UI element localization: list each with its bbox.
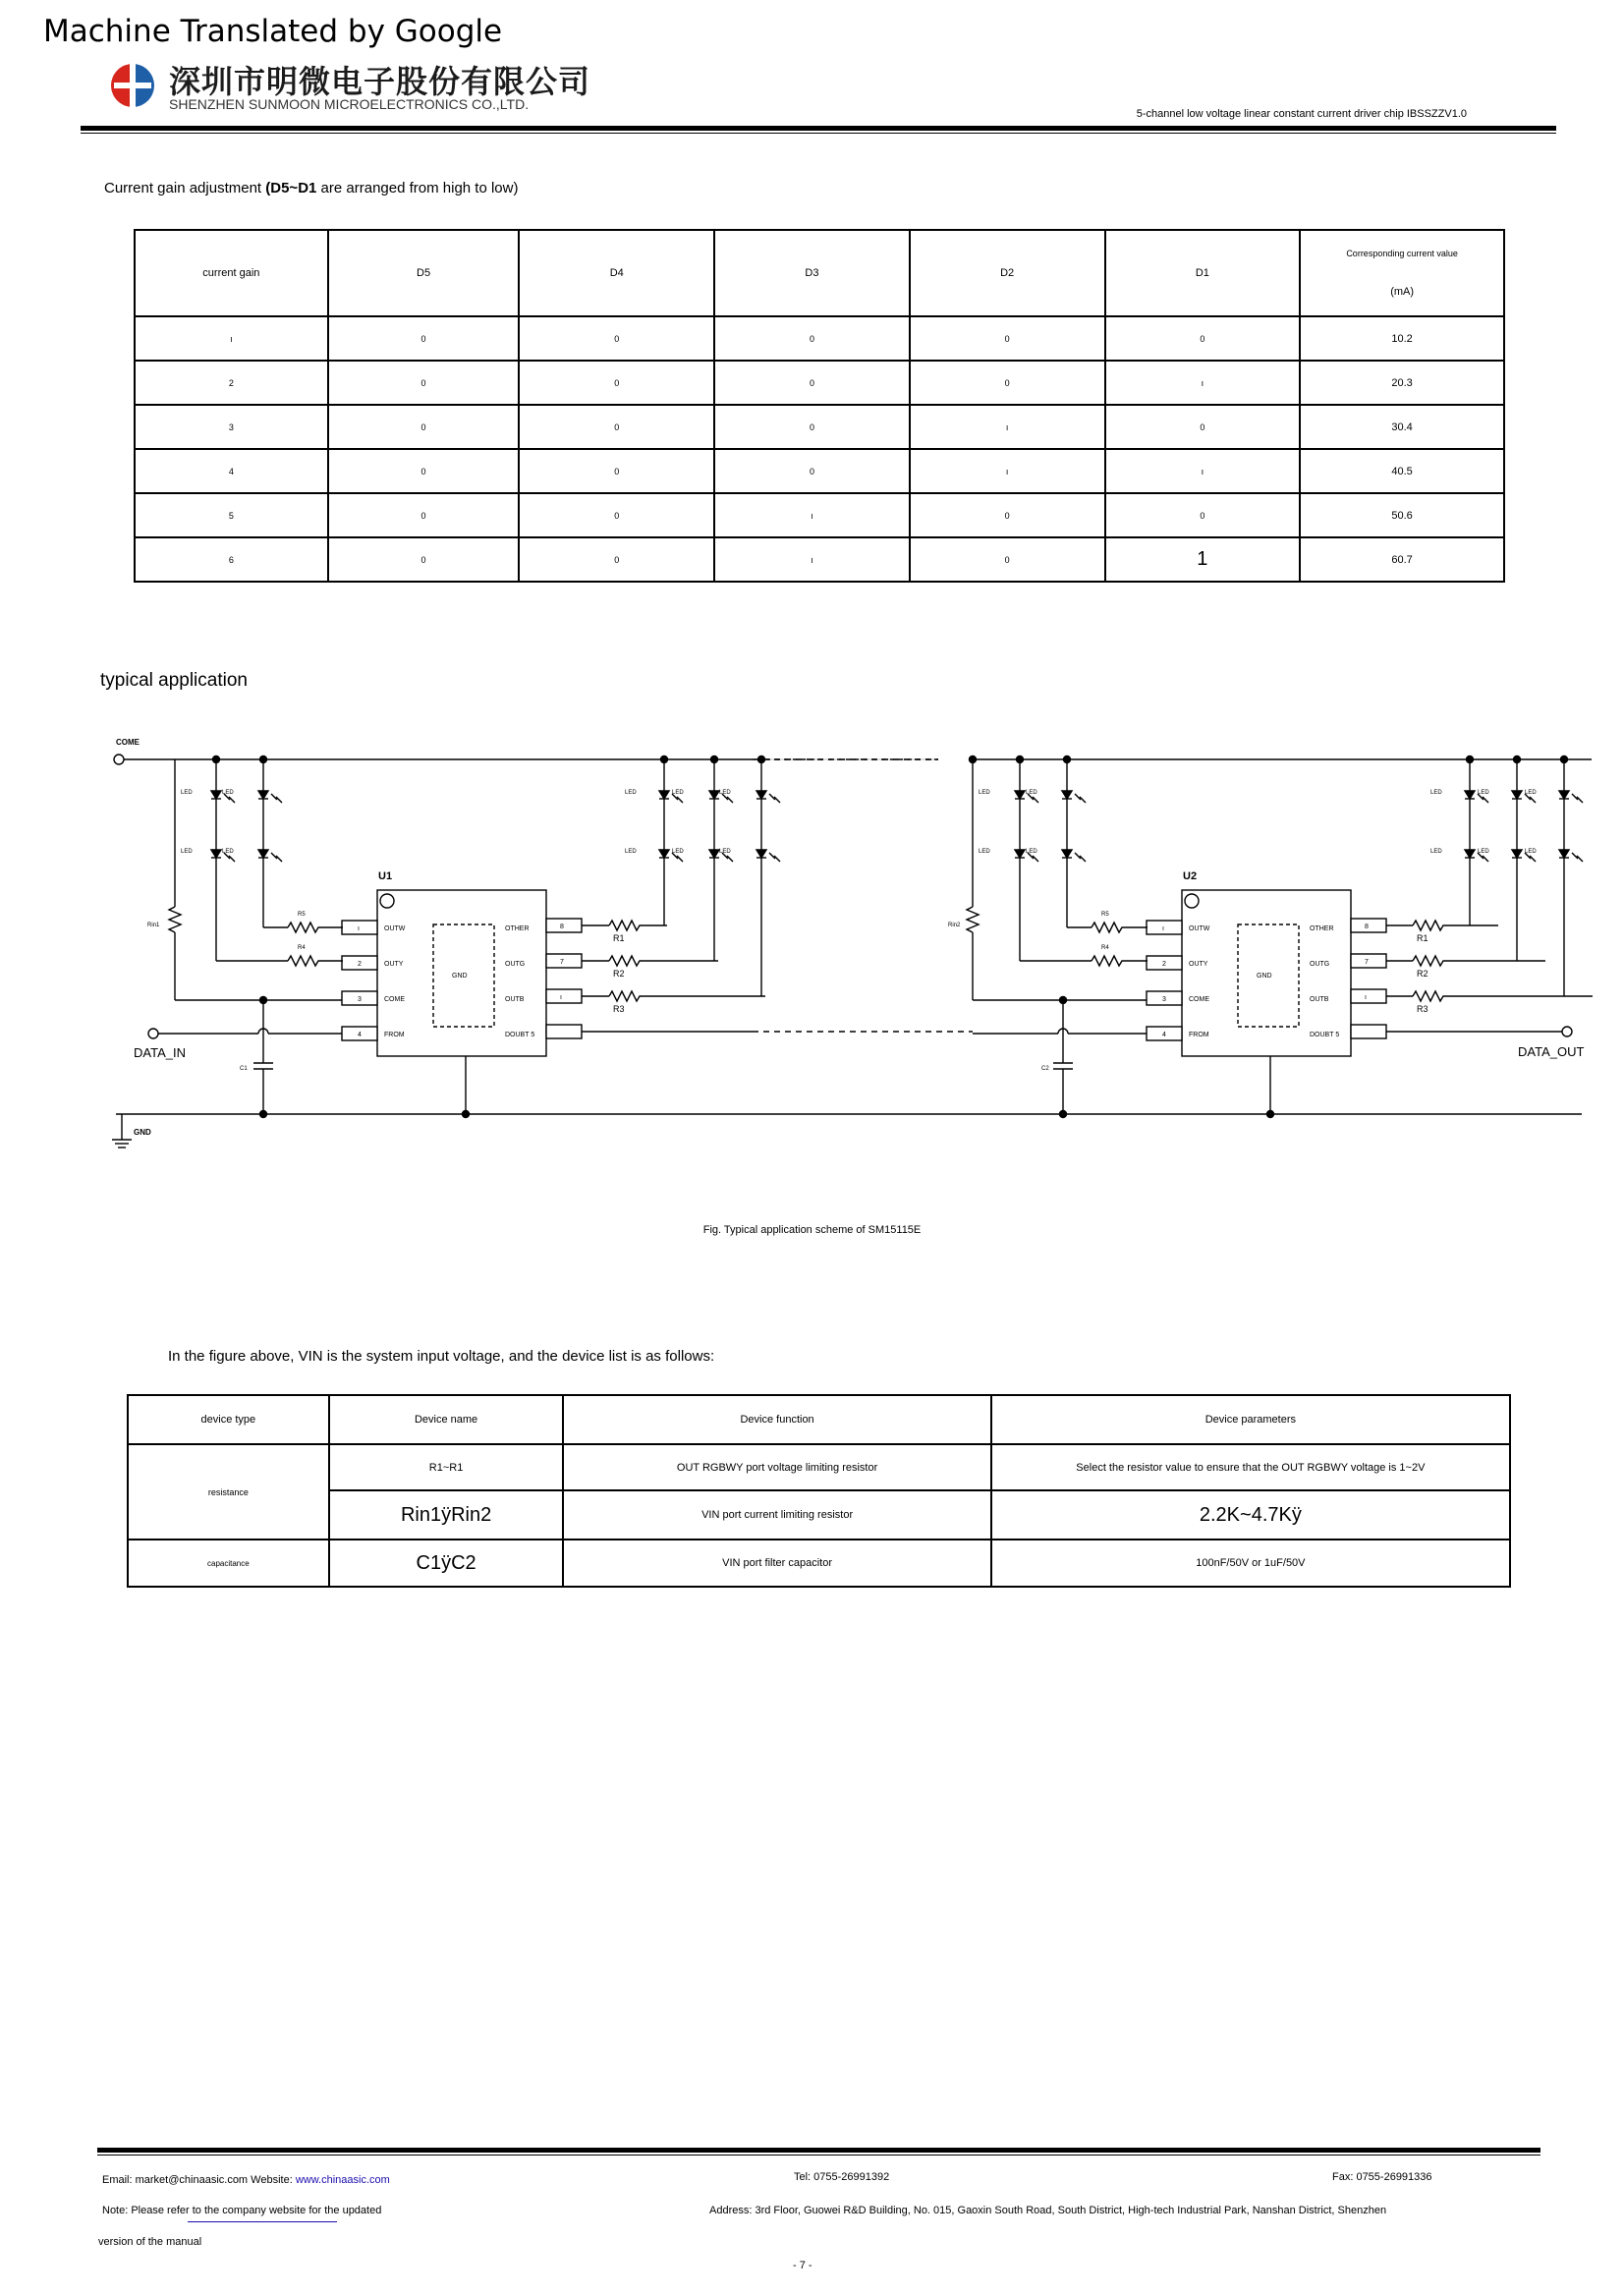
led-label: LED (979, 849, 990, 855)
svg-text:2: 2 (358, 961, 362, 968)
led-diode-icon (709, 850, 719, 858)
svg-text:2: 2 (1162, 961, 1166, 968)
note-underline (188, 2221, 337, 2222)
figure-caption: Fig. Typical application scheme of SM15115E (702, 1224, 922, 1236)
website-link[interactable]: www.chinaasic.com (295, 2174, 390, 2186)
junction-dot (758, 756, 765, 763)
footer-note-cont: version of the manual (98, 2236, 202, 2248)
intro-text: In the figure above, VIN is the system input voltage, and the device list is as follows: (168, 1348, 715, 1365)
junction-dot (970, 756, 977, 763)
led-label: LED (181, 790, 193, 796)
r4-resistor (288, 956, 343, 966)
typical-application-heading: typical application (100, 670, 248, 691)
data-out-label: DATA_OUT (1518, 1044, 1585, 1059)
table-row: Rin1ÿRin2 VIN port current limiting resistor 2.2K~4.7Kÿ (128, 1490, 1510, 1540)
junction-dot (711, 756, 718, 763)
r1-label-2: R1 (1417, 933, 1428, 943)
led-diode-icon (1015, 791, 1025, 799)
junction-dot (260, 1111, 267, 1118)
r4-resistor-2 (1092, 956, 1148, 966)
u2-chip-gnd: GND (1257, 973, 1272, 980)
led-diode-icon (258, 791, 268, 799)
junction-dot (661, 756, 668, 763)
r3-resistor-2 (1413, 991, 1593, 1001)
footer-rule (97, 2148, 1540, 2153)
junction-dot (1060, 1111, 1067, 1118)
led-label: LED (719, 790, 731, 796)
table-row: 6 0 0 ı 0 1 60.7 (135, 537, 1504, 582)
led-diode-icon (1512, 850, 1522, 858)
led-diode-icon (1015, 850, 1025, 858)
led-label: LED (1026, 849, 1037, 855)
led-diode-icon (756, 850, 766, 858)
company-logo-icon (108, 61, 157, 110)
led-label: LED (1430, 849, 1442, 855)
header-d4: D4 (519, 230, 714, 316)
svg-text:FROM: FROM (384, 1032, 405, 1038)
svg-text:OUTG: OUTG (505, 961, 526, 968)
svg-text:OUTY: OUTY (1189, 961, 1208, 968)
r3-label-2: R3 (1417, 1004, 1428, 1014)
r2-label-2: R2 (1417, 969, 1428, 979)
footer-note: Note: Please refer to the company website for the updated (102, 2205, 382, 2216)
footer-tel: Tel: 0755-26991392 (794, 2171, 890, 2183)
company-name-cn: 深圳市明微电子股份有限公司 (169, 63, 591, 100)
rin1-resistor (169, 907, 181, 932)
junction-dot (1060, 997, 1067, 1004)
svg-text:4: 4 (1162, 1032, 1166, 1038)
header-rule (81, 126, 1556, 131)
led-label: LED (1478, 849, 1489, 855)
header-d2: D2 (910, 230, 1105, 316)
led-diode-icon (1512, 791, 1522, 799)
led-diode-icon (258, 850, 268, 858)
r3-resistor (609, 991, 765, 1001)
r2-resistor-2 (1413, 956, 1545, 966)
table-row: 4 0 0 0 ı ı 40.5 (135, 449, 1504, 493)
footer-address: Address: 3rd Floor, Guowei R&D Building, No. 015, Gaoxin South Road, South District, High-tech Industrial Park, Nanshan District, Shenzhen (709, 2205, 1387, 2216)
header-current-gain: current gain (135, 230, 328, 316)
gain-table (134, 229, 1505, 583)
header-d1: D1 (1105, 230, 1301, 316)
svg-text:ı: ı (1365, 994, 1367, 1001)
rin2-resistor (967, 907, 979, 932)
machine-translated-banner: Machine Translated by Google (43, 14, 503, 49)
svg-text:OTHER: OTHER (505, 925, 530, 932)
data-in-label: DATA_IN (134, 1045, 186, 1060)
r2-resistor (609, 956, 718, 966)
led-label: LED (1525, 849, 1537, 855)
svg-text:ı: ı (560, 994, 562, 1001)
r4-label-2: R4 (1101, 945, 1109, 951)
r2-label: R2 (613, 969, 625, 979)
junction-dot (1514, 756, 1521, 763)
header-d3: D3 (714, 230, 910, 316)
svg-text:COME: COME (384, 996, 405, 1003)
junction-dot (1064, 756, 1071, 763)
led-group (181, 790, 1583, 862)
gnd-label: GND (134, 1128, 151, 1137)
u1-right-pins (505, 919, 582, 1038)
led-label: LED (181, 849, 193, 855)
led-label: LED (222, 790, 234, 796)
u1-label: U1 (378, 870, 393, 882)
svg-text:OTHER: OTHER (1310, 925, 1334, 932)
gain-caption: Current gain adjustment (D5~D1 are arranged from high to low) (104, 180, 519, 196)
vdd-label: COME (116, 738, 140, 747)
led-label: LED (1478, 790, 1489, 796)
led-diode-icon (1062, 791, 1072, 799)
led-label: LED (672, 790, 684, 796)
c1-label: C1 (240, 1066, 248, 1072)
svg-text:COME: COME (1189, 996, 1209, 1003)
led-label: LED (222, 849, 234, 855)
r5-resistor (288, 923, 343, 932)
led-label: LED (1430, 790, 1442, 796)
junction-dot (1267, 1111, 1274, 1118)
table-row: resistance R1~R1 OUT RGBWY port voltage limiting resistor Select the resistor value to ensure that the OUT RGBWY voltage is 1~2V (128, 1444, 1510, 1490)
svg-text:8: 8 (1365, 924, 1369, 930)
svg-text:7: 7 (1365, 959, 1369, 966)
svg-text:DOUBT 5: DOUBT 5 (1310, 1032, 1340, 1038)
svg-text:7: 7 (560, 959, 564, 966)
svg-text:DOUBT 5: DOUBT 5 (505, 1032, 535, 1038)
led-label: LED (1525, 790, 1537, 796)
led-diode-icon (211, 791, 221, 799)
table-row: ı 0 0 0 0 0 10.2 (135, 316, 1504, 361)
device-table (127, 1394, 1511, 1588)
u2-label: U2 (1183, 870, 1198, 882)
led-diode-icon (1465, 850, 1475, 858)
led-diode-icon (211, 850, 221, 858)
led-diode-icon (659, 850, 669, 858)
table-row: 5 0 0 ı 0 0 50.6 (135, 493, 1504, 537)
led-diode-icon (1559, 850, 1569, 858)
junction-dot (463, 1111, 470, 1118)
svg-text:OUTG: OUTG (1310, 961, 1330, 968)
rin1-label: Rin1 (147, 923, 160, 928)
schematic-diagram (0, 717, 1624, 1169)
svg-text:OUTB: OUTB (1310, 996, 1329, 1003)
junction-dot (213, 756, 220, 763)
r1-resistor (609, 921, 667, 930)
svg-text:4: 4 (358, 1032, 362, 1038)
header-rule-thin (81, 133, 1556, 134)
svg-text:OUTY: OUTY (384, 961, 404, 968)
table-row: capacitance C1ÿC2 VIN port filter capacitor 100nF/50V or 1uF/50V (128, 1540, 1510, 1587)
svg-text:OUTW: OUTW (384, 925, 406, 932)
led-label: LED (979, 790, 990, 796)
led-diode-icon (1559, 791, 1569, 799)
led-diode-icon (709, 791, 719, 799)
svg-text:OUTW: OUTW (1189, 925, 1210, 932)
c2-label: C2 (1041, 1066, 1049, 1072)
junction-dots (213, 756, 1568, 1118)
table-header-row: device type Device name Device function Device parameters (128, 1395, 1510, 1444)
svg-text:ı: ı (358, 925, 360, 932)
header-current-value: Corresponding current value (mA) (1300, 230, 1504, 316)
svg-text:FROM: FROM (1189, 1032, 1209, 1038)
doc-title: 5-channel low voltage linear constant current driver chip IBSSZZV1.0 (1136, 108, 1467, 120)
rin2-label: Rin2 (948, 923, 961, 928)
svg-text:OUTB: OUTB (505, 996, 525, 1003)
led-label: LED (719, 849, 731, 855)
u2-left-pins (1147, 921, 1210, 1040)
led-label: LED (1026, 790, 1037, 796)
table-row: 3 0 0 0 ı 0 30.4 (135, 405, 1504, 449)
page-number: - 7 - (793, 2260, 812, 2271)
footer-rule-thin (97, 2155, 1540, 2156)
junction-dot (260, 997, 267, 1004)
led-diode-icon (1062, 850, 1072, 858)
svg-text:ı: ı (1162, 925, 1164, 932)
led-label: LED (625, 849, 637, 855)
junction-dot (1467, 756, 1474, 763)
company-name-en: SHENZHEN SUNMOON MICROELECTRONICS CO.,LTD. (169, 96, 530, 112)
table-header-row (135, 230, 1504, 316)
led-diode-icon (659, 791, 669, 799)
led-label: LED (672, 849, 684, 855)
r3-label: R3 (613, 1004, 625, 1014)
svg-text:3: 3 (358, 996, 362, 1003)
junction-dot (1561, 756, 1568, 763)
u1-left-pins (342, 921, 406, 1040)
junction-dot (1017, 756, 1024, 763)
r5-resistor-2 (1092, 923, 1148, 932)
svg-text:3: 3 (1162, 996, 1166, 1003)
footer-fax: Fax: 0755-26991336 (1332, 2171, 1432, 2183)
u1-chip-gnd: GND (452, 973, 468, 980)
led-diode-icon (1465, 791, 1475, 799)
footer-email: Email: market@chinaasic.com Website: www.chinaasic.com (102, 2174, 390, 2186)
table-row: 2 0 0 0 0 ı 20.3 (135, 361, 1504, 405)
r1-label: R1 (613, 933, 625, 943)
r4-label: R4 (298, 945, 306, 951)
r5-label-2: R5 (1101, 912, 1109, 918)
r1-resistor-2 (1413, 921, 1498, 930)
junction-dot (260, 756, 267, 763)
r5-label: R5 (298, 912, 306, 918)
led-label: LED (625, 790, 637, 796)
header-d5: D5 (328, 230, 520, 316)
led-diode-icon (756, 791, 766, 799)
svg-text:8: 8 (560, 924, 564, 930)
u2-right-pins (1310, 919, 1386, 1038)
